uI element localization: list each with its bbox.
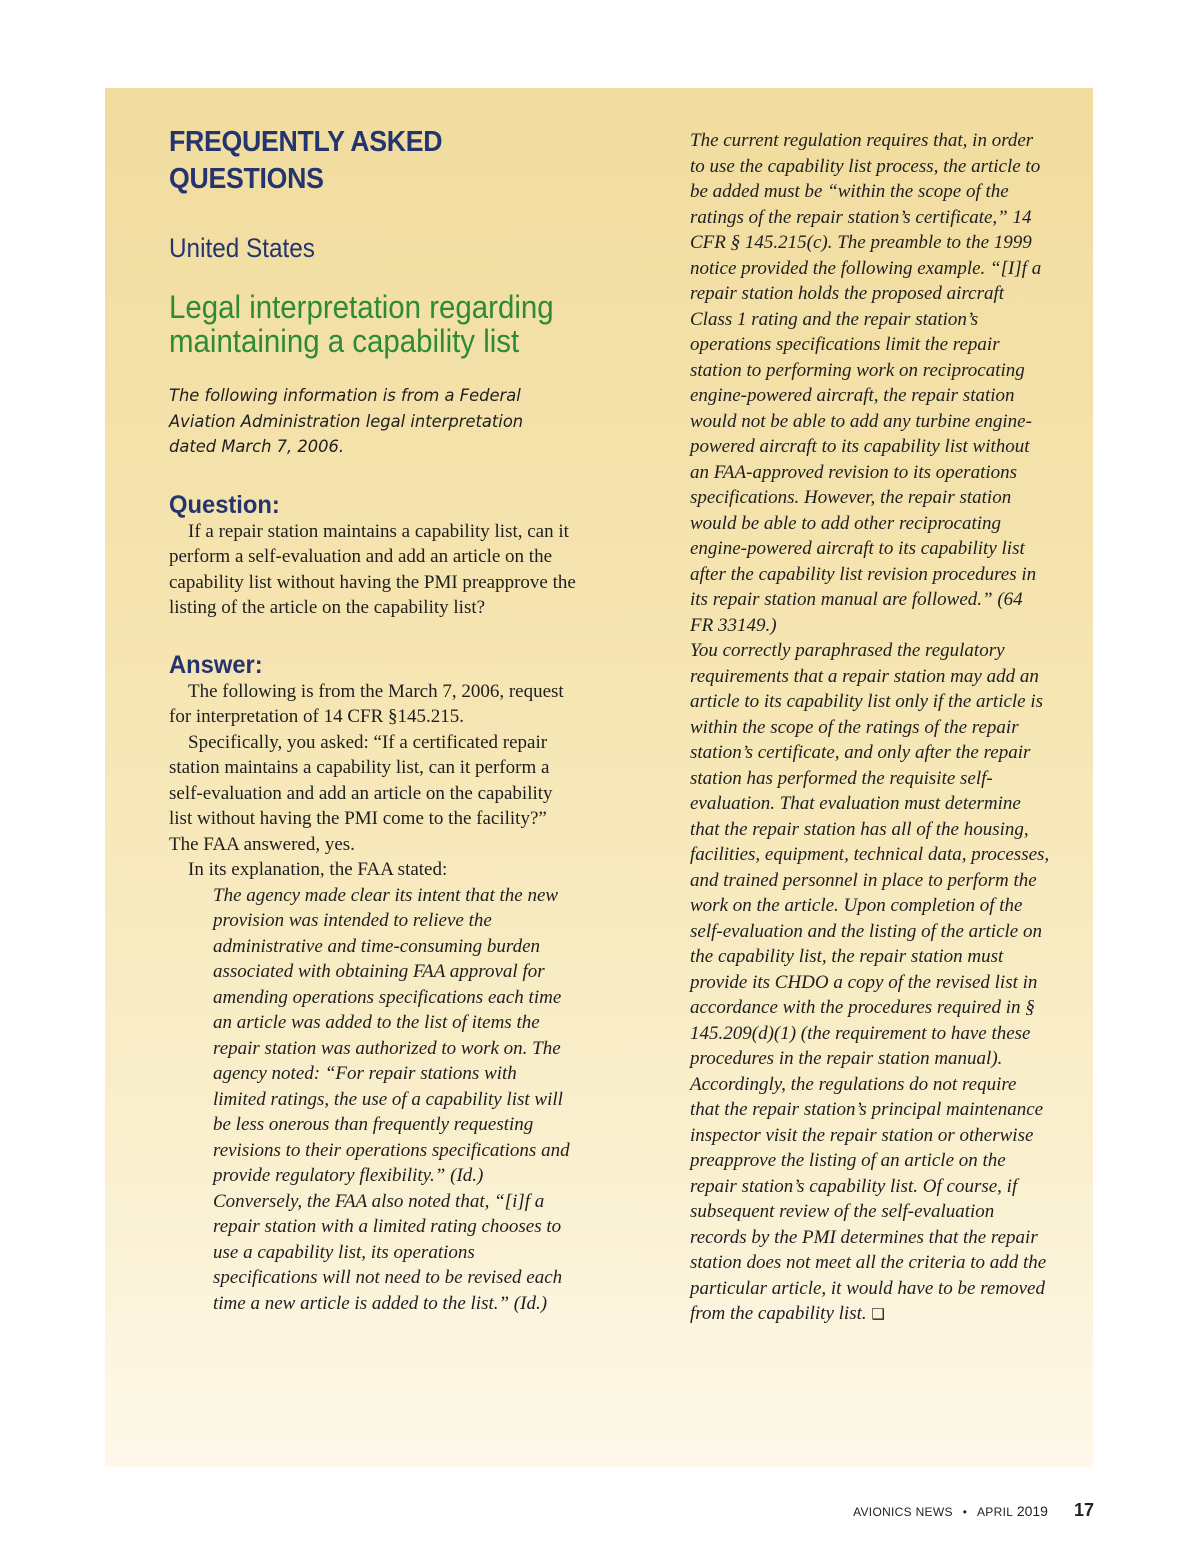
right-column [690, 128, 1050, 1328]
section-heading: FREQUENTLY ASKED QUESTIONS [169, 126, 443, 195]
answer-paragraph: In its explanation, the FAA stated: [188, 859, 448, 880]
question-text: If a repair station maintains a capability list, can it perform a self-evaluation and add an article on the capability list without having the PMI preapprove the listing of the article on the capability list? [169, 520, 576, 618]
page-number: 17 [1073, 1500, 1094, 1520]
left-column [169, 124, 579, 1316]
intro-text: The following information is from a Federal Aviation Administration legal interpretation dated March 7, 2006. [169, 386, 524, 457]
answer-paragraph: The following is from the March 7, 2006, request for interpretation of 14 CFR §145.215. [169, 680, 564, 727]
publication-name: AVIONICS NEWS [853, 1505, 953, 1519]
quote-continuation: The current regulation requires that, in order to use the capability list process, the article to be added must be “within the scope of the ratings of the repair station’s certificate,” 14 CFR § 145.215(c). The preamble to the 1999 notice provided the following example. “[I]f a repair station holds the proposed aircraft Class 1 rating and the repair station’s operations specifications limit the repair station to performing work on reciprocating engine-powered aircraft, the repair station would not be able to add any turbine engine-powered aircraft to its capability list without an FAA-approved revision to its operations specifications. However, the repair station would be able to add other reciprocating engine-powered aircraft to its capability list after the capability list revision procedures in its repair station manual are followed.” (64 FR 33149.) [690, 130, 1042, 636]
faa-quote: The agency made clear its intent that the new provision was intended to relieve the administrative and time-consuming burden associated with obtaining FAA approval for amending operations specifications each time an article was added to the list of items the repair station was authorized to work on. The agency noted: “For repair stations with limited ratings, the use of a capability list will be less onerous than frequently requesting revisions to their operations specifications and provide regulatory flexibility.” (Id.) Conversely, the FAA also noted that, “[i]f a repair station with a limited rating chooses to use a capability list, its operations specifications will not need to be revised each time a new article is added to the list.” (Id.) [213, 884, 570, 1314]
issue-year: 2019 [1016, 1503, 1048, 1519]
issue-month: APRIL [977, 1505, 1014, 1519]
bullet-separator: • [962, 1505, 967, 1519]
quote-continuation [690, 638, 1050, 1328]
page-footer [853, 1500, 1094, 1521]
quote-continuation-text: You correctly paraphrased the regulatory requirements that a repair station may add an article to its capability list only if the article is within the scope of the ratings of the repair station’s certificate, and only after the repair station has performed the requisite self-evaluation. That evaluation must determine that the repair station has all of the housing, facilities, equipment, technical data, processes, and trained personnel in place to perform the work on the article. Upon completion of the self-evaluation and the listing of the article on the capability list, the repair station must provide its CHDO a copy of the revised list in accordance with the procedures required in § 145.209(d)(1) (the requirement to have these procedures in the repair station manual). Accordingly, the regulations do not require that the repair station’s principal maintenance inspector visit the repair station or otherwise preapprove the listing of an article on the repair station’s capability list. Of course, if subsequent review of the self-evaluation records by the PMI determines that the repair station does not meet all the criteria to add the particular article, it would have to be removed from the capability list. [690, 640, 1050, 1324]
country-heading: United States [169, 233, 315, 263]
issue-date [977, 1503, 1048, 1519]
article-title: Legal interpretation regarding maintaining a capability list [169, 289, 554, 359]
answer-heading: Answer: [169, 650, 263, 679]
answer-paragraph: Specifically, you asked: “If a certificated repair station maintains a capability list, can it perform a self-evaluation and add an article on the capability list without having the PMI come to the facility?” The FAA answered, yes. [169, 731, 553, 855]
question-heading: Question: [169, 490, 280, 519]
end-mark-icon: ❑ [871, 1305, 885, 1323]
